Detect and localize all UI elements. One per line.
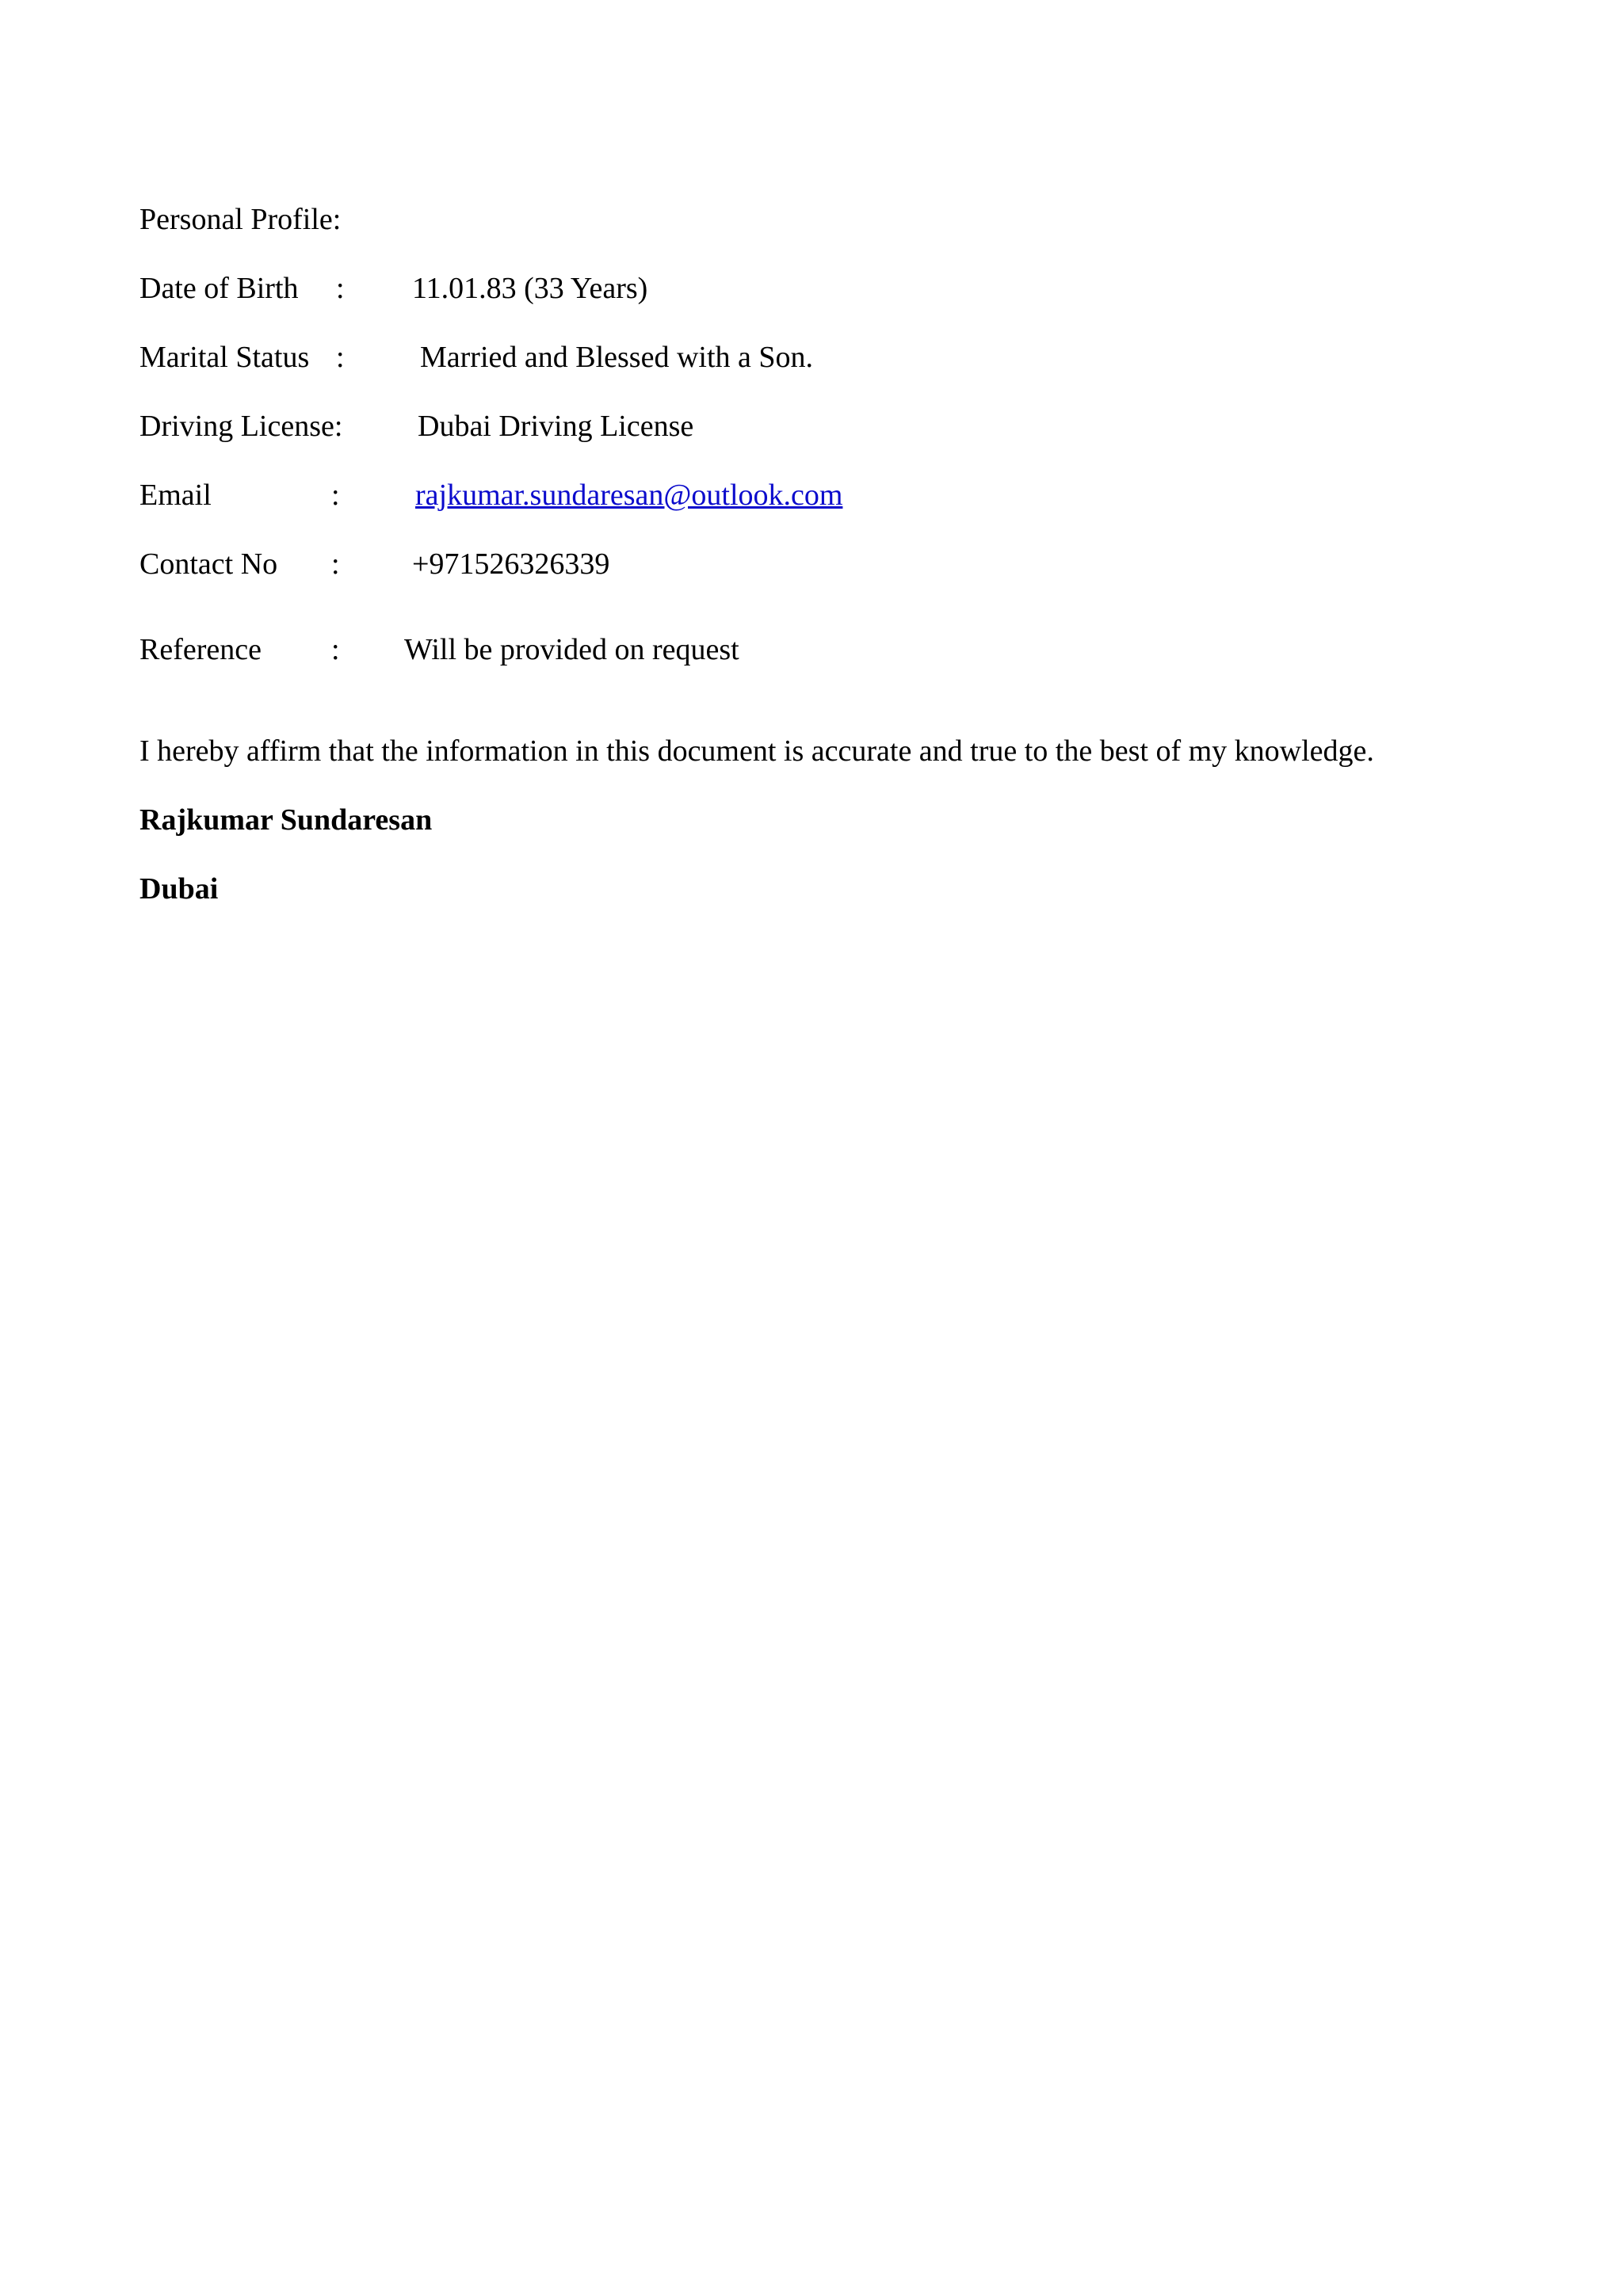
reference-label: Reference — [139, 633, 262, 666]
reference-colon: : — [331, 633, 340, 666]
contact-colon: : — [331, 547, 340, 581]
license-label: Driving License: — [139, 410, 343, 443]
email-link[interactable]: rajkumar.sundaresan@outlook.com — [415, 479, 843, 512]
dob-label: Date of Birth — [139, 272, 299, 305]
email-colon: : — [331, 479, 340, 512]
dob-value: 11.01.83 (33 Years) — [412, 272, 648, 305]
marital-label: Marital Status — [139, 341, 310, 374]
marital-value: Married and Blessed with a Son. — [420, 341, 814, 374]
contact-label: Contact No — [139, 547, 278, 581]
dob-colon: : — [336, 272, 345, 305]
declaration-text: I hereby affirm that the information in this document is accurate and true to the best of my knowledge. — [139, 734, 1374, 768]
reference-value: Will be provided on request — [404, 633, 739, 666]
signature-name: Rajkumar Sundaresan — [139, 803, 433, 837]
section-heading: Personal Profile: — [139, 203, 342, 236]
marital-colon: : — [336, 341, 345, 374]
license-value: Dubai Driving License — [418, 410, 694, 443]
signature-place: Dubai — [139, 872, 219, 906]
contact-value: +971526326339 — [412, 547, 610, 581]
email-label: Email — [139, 479, 212, 512]
